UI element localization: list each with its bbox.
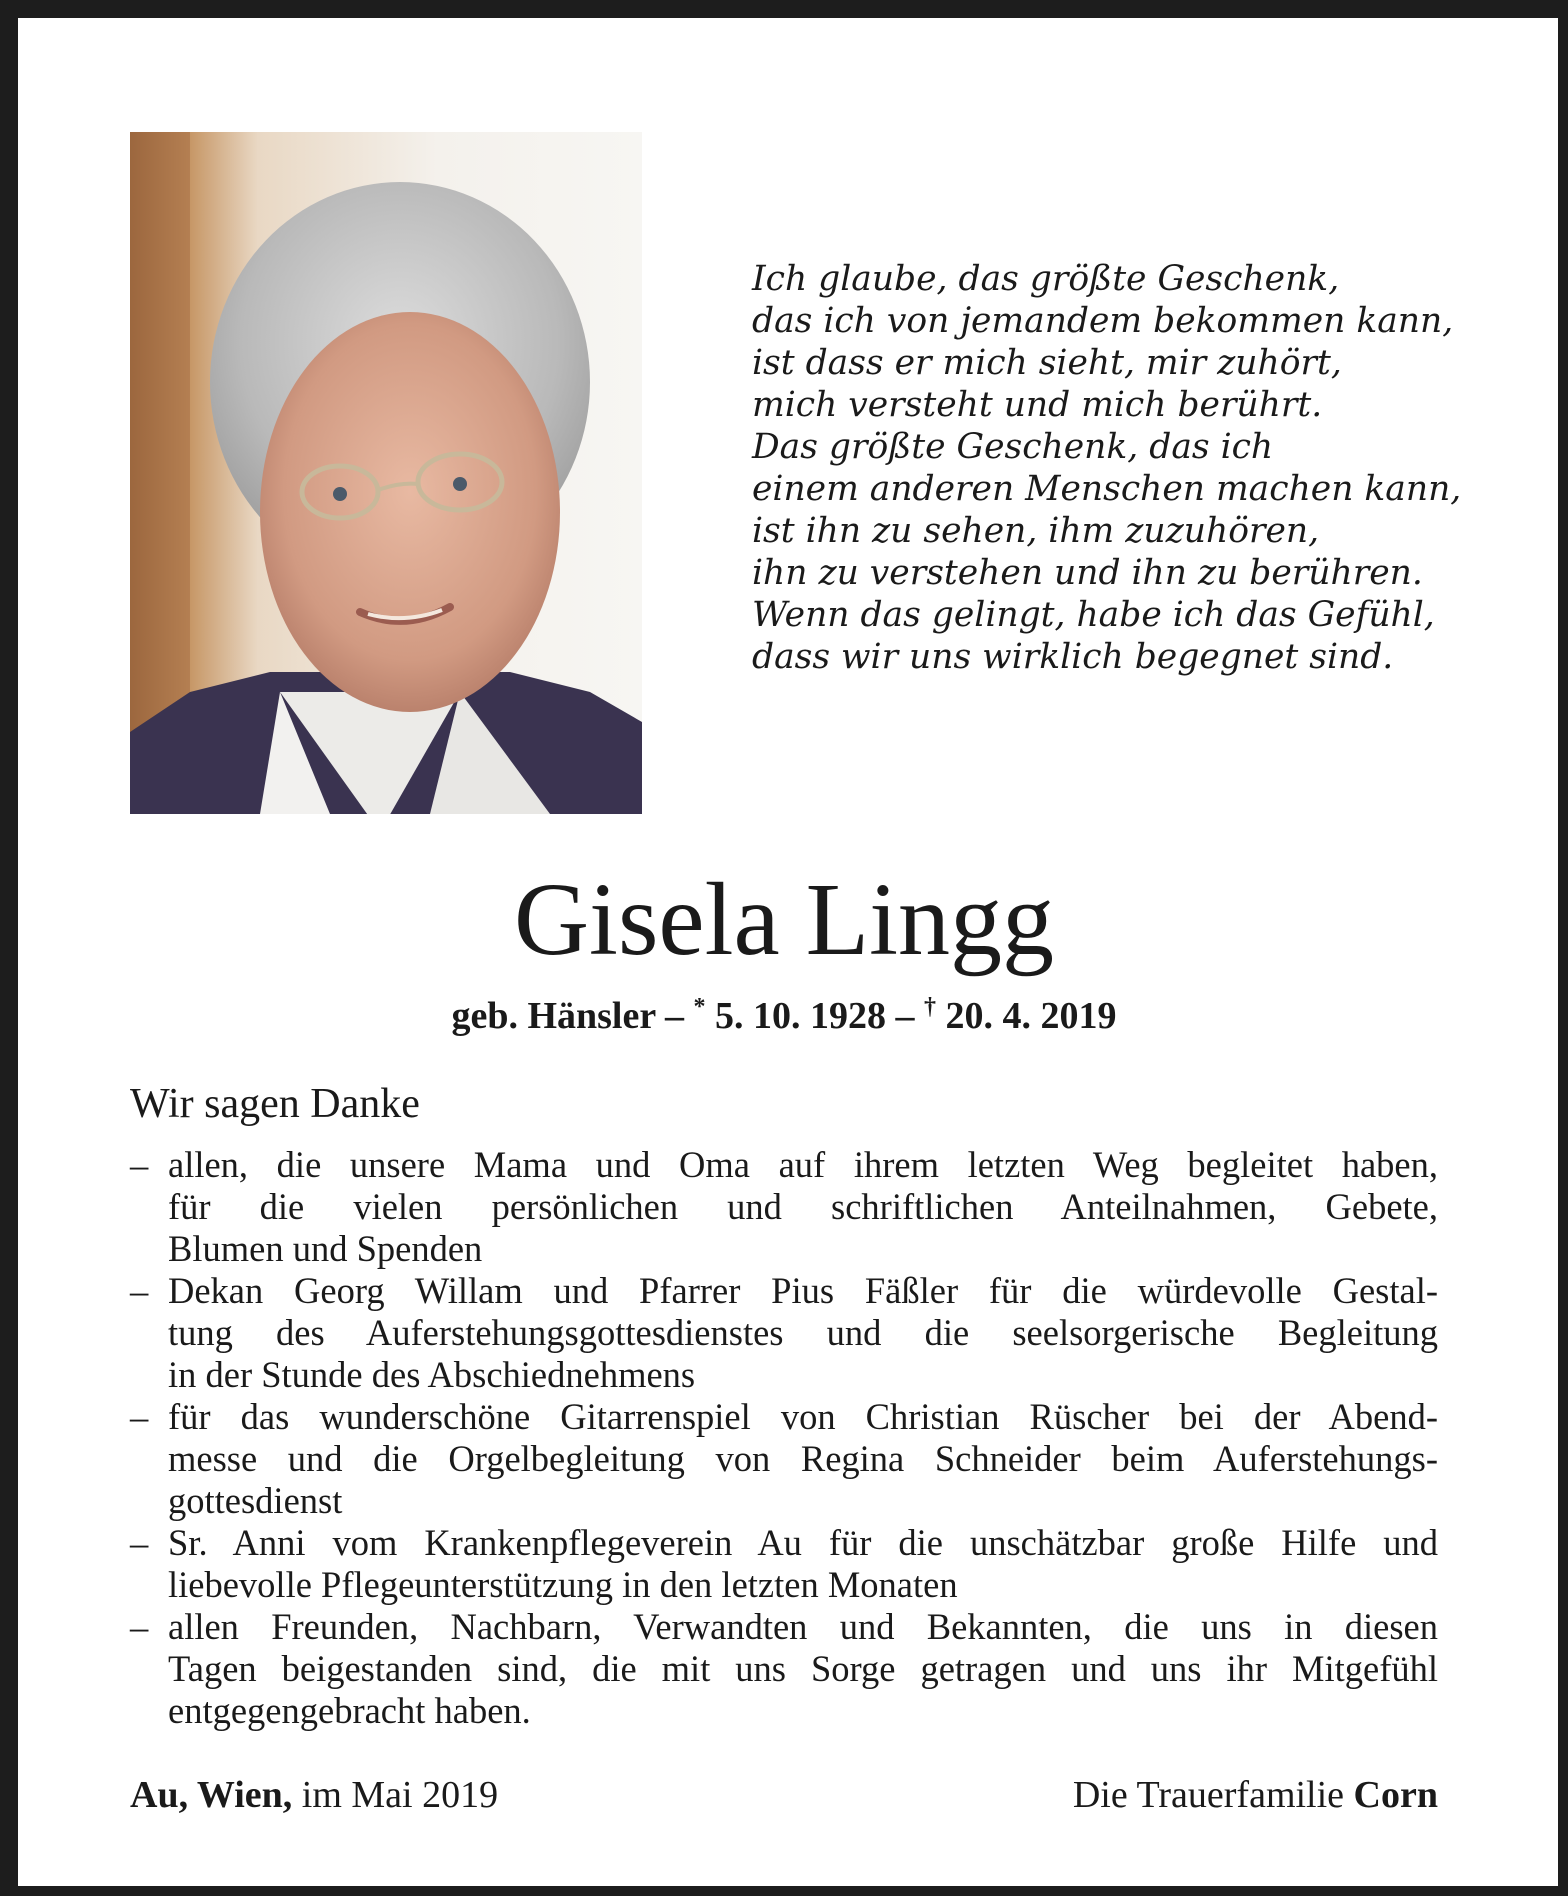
- list-item-line: tung des Auferstehungsgottesdienstes und die seelsorgerische Begleitung: [168, 1312, 1438, 1353]
- poem-line: ihn zu verstehen und ihn zu berühren.: [752, 553, 1423, 593]
- portrait-photo: [130, 132, 642, 814]
- poem-line: ist ihn zu sehen, ihm zuzuhören,: [752, 511, 1320, 551]
- list-item-line: Sr. Anni vom Krankenpflegeverein Au für die unschätzbar große Hilfe und: [168, 1522, 1438, 1563]
- family-name: Corn: [1353, 1774, 1438, 1816]
- list-item-line: entgegengebracht haben.: [168, 1690, 531, 1731]
- poem-line: ist dass er mich sieht, mir zuhört,: [752, 343, 1342, 383]
- list-item-line: für das wunderschöne Gitarrenspiel von Christian Rüscher bei der Abend-: [168, 1396, 1438, 1437]
- death-cross-icon: †: [924, 994, 937, 1020]
- list-item-line: messe und die Orgelbegleitung von Regina Schneider beim Auferstehungs-: [168, 1438, 1438, 1479]
- poem: [752, 258, 1512, 678]
- poem-line: Ich glaube, das größte Geschenk,: [752, 259, 1340, 299]
- list-item: [130, 1270, 1438, 1396]
- portrait-illustration: [130, 132, 642, 814]
- thanks-heading: Wir sagen Danke: [130, 1081, 420, 1127]
- list-item: [130, 1522, 1438, 1606]
- list-item-line: liebevolle Pflegeunterstützung in den letzten Monaten: [168, 1564, 958, 1605]
- list-item-line: in der Stunde des Abschiednehmens: [168, 1354, 696, 1395]
- list-item-line: gottesdienst: [168, 1480, 343, 1521]
- death-date: 20. 4. 2019: [936, 995, 1117, 1037]
- poem-line: Das größte Geschenk, das ich: [752, 427, 1274, 467]
- list-item: [130, 1396, 1438, 1522]
- maiden-name: geb. Hänsler –: [451, 995, 694, 1037]
- poem-line: das ich von jemandem bekommen kann,: [752, 301, 1454, 341]
- list-item-line: für die vielen persönlichen und schriftlichen Anteilnahmen, Gebete,: [168, 1186, 1438, 1227]
- list-item-line: Dekan Georg Willam und Pfarrer Pius Fäßler für die würdevolle Gestal-: [168, 1270, 1438, 1311]
- poem-line: mich versteht und mich berührt.: [752, 385, 1323, 425]
- list-item-line: Blumen und Spenden: [168, 1228, 483, 1269]
- birth-date: 5. 10. 1928 –: [705, 995, 925, 1037]
- place-date: [130, 1772, 498, 1818]
- list-item-line: allen Freunden, Nachbarn, Verwandten und Bekannten, die uns in diesen: [168, 1606, 1438, 1647]
- signature: [1073, 1772, 1438, 1818]
- family-prefix: Die Trauerfamilie: [1072, 1774, 1354, 1816]
- dash-bullet: –: [130, 1396, 149, 1437]
- deceased-name: Gisela Lingg: [513, 862, 1055, 977]
- thanks-list: [130, 1144, 1438, 1732]
- place: Au, Wien,: [130, 1774, 293, 1816]
- dash-bullet: –: [130, 1144, 149, 1185]
- poem-line: Wenn das gelingt, habe ich das Gefühl,: [752, 595, 1435, 635]
- poem-line: dass wir uns wirklich begegnet sind.: [752, 637, 1394, 677]
- list-item-line: Tagen beigestanden sind, die mit uns Sorge getragen und uns ihr Mitgefühl: [168, 1648, 1438, 1689]
- list-item-line: allen, die unsere Mama und Oma auf ihrem letzten Weg begleitet haben,: [168, 1144, 1438, 1185]
- list-item: [130, 1144, 1438, 1270]
- life-dates: [0, 984, 1568, 1039]
- list-item: [130, 1606, 1438, 1732]
- dash-bullet: –: [130, 1270, 149, 1311]
- poem-line: einem anderen Menschen machen kann,: [752, 469, 1462, 509]
- dash-bullet: –: [130, 1606, 149, 1647]
- date: im Mai 2019: [292, 1774, 499, 1816]
- birth-star-icon: *: [693, 994, 706, 1020]
- dash-bullet: –: [130, 1522, 149, 1563]
